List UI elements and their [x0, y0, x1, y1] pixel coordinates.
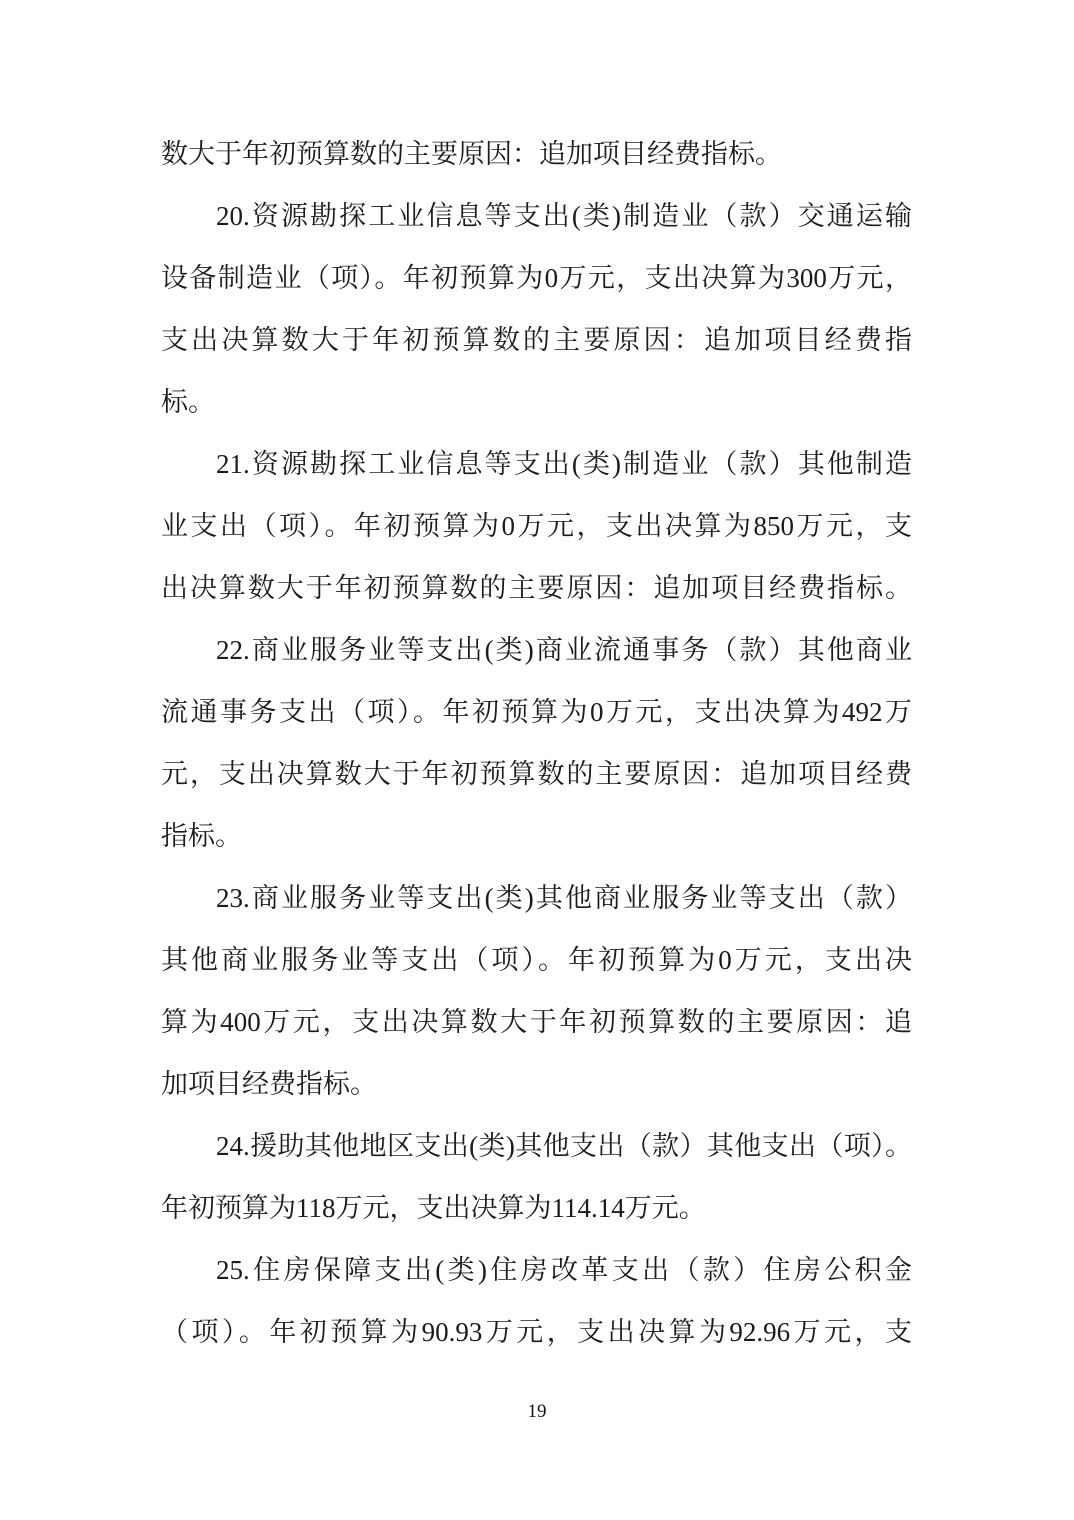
text-line: 22.商业服务业等支出(类)商业流通事务（款）其他商业: [216, 635, 912, 665]
text-line: 元，支出决算数大于年初预算数的主要原因：追加项目经费: [161, 759, 912, 789]
text-line: 24.援助其他地区支出(类)其他支出（款）其他支出（项）。: [216, 1131, 912, 1161]
text-line: 流通事务支出（项）。年初预算为0万元，支出决算为492万: [161, 697, 912, 727]
text-line: 加项目经费指标。: [161, 1069, 377, 1099]
text-line: 指标。: [161, 821, 242, 851]
text-line: （项）。年初预算为90.93万元，支出决算为92.96万元，支: [161, 1317, 912, 1347]
item-22: [161, 619, 912, 867]
text-line: 业支出（项）。年初预算为0万元，支出决算为850万元，支: [161, 511, 912, 541]
text-line: 设备制造业（项）。年初预算为0万元，支出决算为300万元，: [161, 263, 912, 293]
page-number: 19: [527, 1401, 547, 1422]
item-24: [161, 1115, 912, 1239]
item-20: [161, 185, 912, 433]
paragraph-continuation: [161, 123, 912, 185]
text-line: 21.资源勘探工业信息等支出(类)制造业（款）其他制造: [216, 449, 912, 479]
item-23: [161, 867, 912, 1115]
text-line: 年初预算为118万元，支出决算为114.14万元。: [161, 1193, 706, 1223]
text-line: 25.住房保障支出(类)住房改革支出（款）住房公积金: [216, 1255, 912, 1285]
text-line: 23.商业服务业等支出(类)其他商业服务业等支出（款）: [216, 883, 912, 913]
text-line: 出决算数大于年初预算数的主要原因：追加项目经费指标。: [161, 573, 912, 603]
text-line: 其他商业服务业等支出（项）。年初预算为0万元，支出决: [161, 945, 912, 975]
text-line: 20.资源勘探工业信息等支出(类)制造业（款）交通运输: [216, 201, 912, 231]
item-21: [161, 433, 912, 619]
item-25: [161, 1239, 912, 1363]
text-line: 标。: [161, 387, 215, 417]
document-body: [161, 123, 912, 1363]
page-footer: [0, 1400, 1074, 1424]
text-line: 算为400万元，支出决算数大于年初预算数的主要原因：追: [161, 1007, 912, 1037]
text-line: 数大于年初预算数的主要原因：追加项目经费指标。: [161, 139, 782, 169]
text-line: 支出决算数大于年初预算数的主要原因：追加项目经费指: [161, 325, 912, 355]
